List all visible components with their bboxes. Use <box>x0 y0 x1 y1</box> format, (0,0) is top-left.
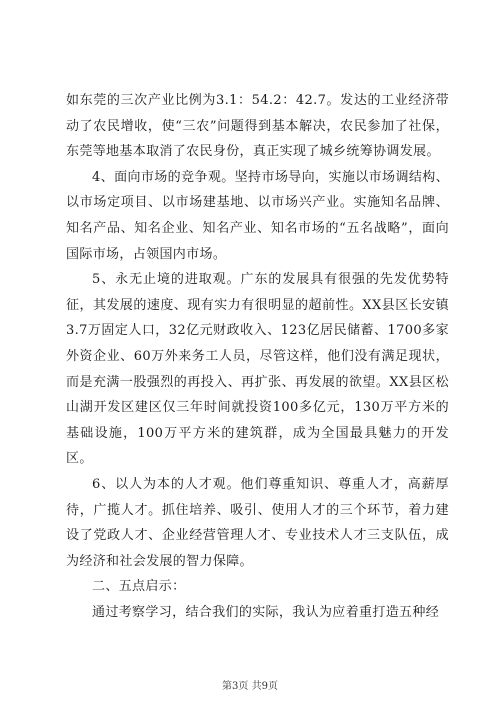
page-number-footer: 第3页 共9页 <box>222 681 278 692</box>
paragraph-insights-intro: 通过考察学习，结合我们的实际，我认为应着重打造五种经 <box>92 604 440 620</box>
paragraph-market-competition: 4、面向市场的竞争观。坚持市场导向，实施以市场调结构、以市场定项目、以市场建基地、以市场兴产业。实施知名品牌、知名产品、知名企业、知名产业、知名市场的“五名战略”，面向国际市场，占领国内市场。 <box>66 169 449 262</box>
section-heading-five-insights: 二、五点启示： <box>92 579 186 595</box>
paragraph-dongguan-industry-ratio: 如东莞的三次产业比例为3.1：54.2：42.7。发达的工业经济带动了农民增收，使“三农”问题得到基本解决，农民参加了社保，东莞等地基本取消了农民身份，真正实现了城乡统筹协调发展。 <box>66 93 449 160</box>
paragraph-talent-view: 6、以人为本的人才观。他们尊重知识、尊重人才，高薪厚待，广揽人才。抓住培养、吸引、使用人才的三个环节，着力建设了党政人才、企业经营管理人才、专业技术人才三支队伍，成为经济和社会发展的智力保障。 <box>66 476 449 569</box>
paragraph-enterprising-spirit: 5、永无止境的进取观。广东的发展具有很强的先发优势特征，其发展的速度、现有实力有很明显的超前性。XX县区长安镇3.7万固定人口，32亿元财政收入、123亿居民储蓄、1700多家外资企业、60万外来务工人员，尽管这样，他们没有满足现状，而是充满一股强烈的再投入、再扩张、再发展的欲望。XX县区松山湖开发区建区仅三年时间就投资100多亿元，130万平方米的基础设施，100万平方米的建筑群，成为全国最具魅力的开发区。 <box>66 272 449 467</box>
document-body <box>66 88 449 625</box>
